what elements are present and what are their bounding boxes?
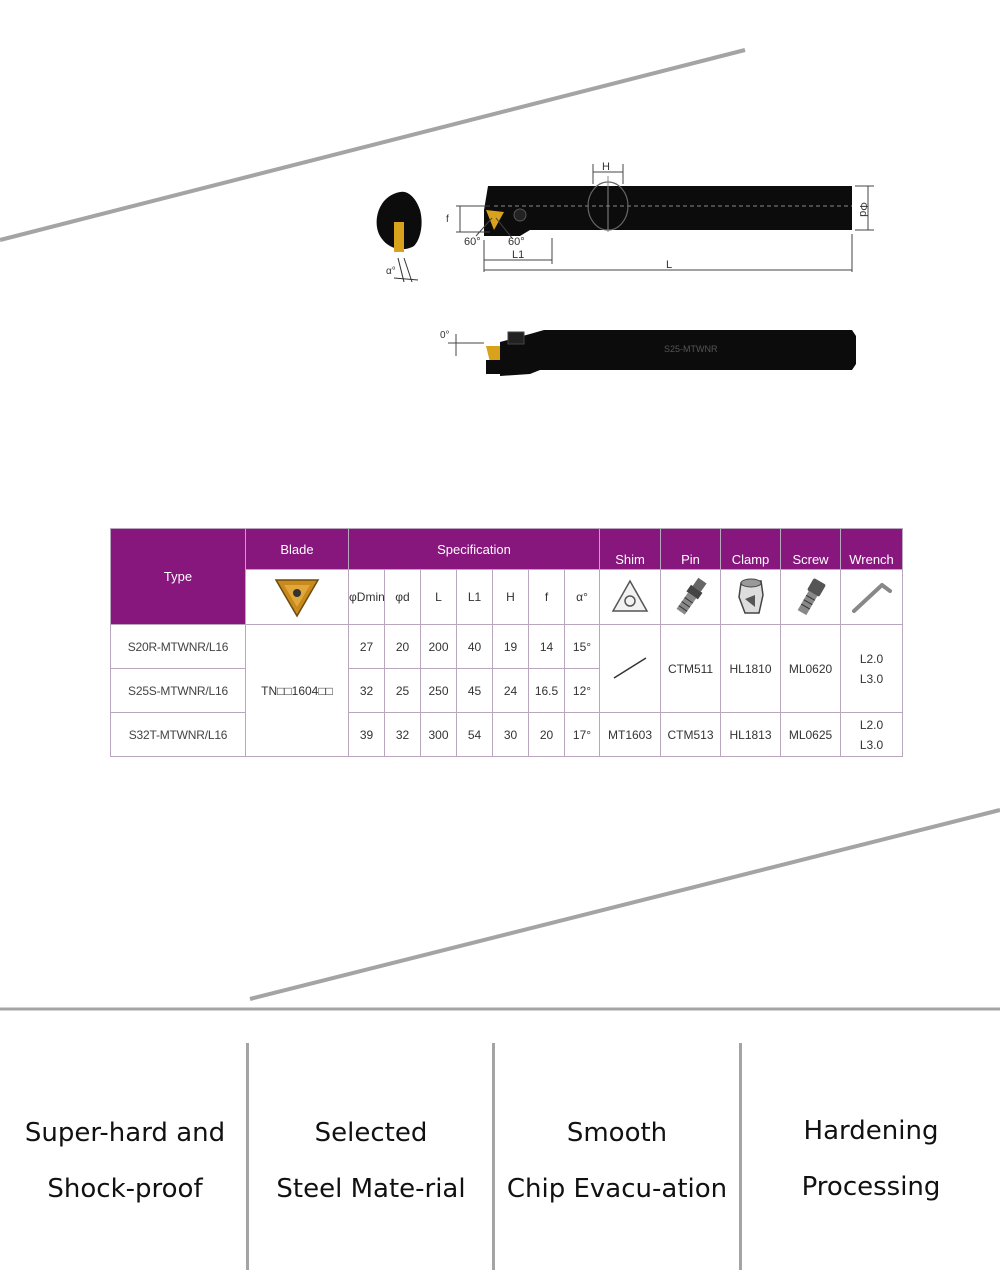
clamp-icon-cell: [721, 570, 781, 625]
zero-angle-label: 0°: [440, 330, 450, 341]
wrench-size: L2.0: [859, 651, 884, 666]
spec-col-1: φd: [385, 570, 421, 625]
feature-super-hard: [0, 1040, 250, 1270]
type-header: Type: [111, 529, 246, 625]
cell: 20: [385, 625, 421, 669]
spec-col-5: f: [529, 570, 565, 625]
pin-group1: CTM511: [661, 625, 721, 713]
feature-line1: Super-hard and: [24, 1118, 226, 1148]
cell: 32: [349, 669, 385, 713]
clamp-group1: HL1810: [721, 625, 781, 713]
cell: 16.5: [529, 669, 565, 713]
cell: 32: [385, 713, 421, 757]
dim-H-label: H: [602, 161, 610, 173]
triangle-insert-icon: [272, 574, 322, 620]
spec-col-4: H: [493, 570, 529, 625]
blade-icon-cell: [246, 570, 349, 625]
feature-chip-evacuation: [495, 1040, 739, 1270]
slash-mark: [610, 652, 650, 682]
row-type: S25S-MTWNR/L16: [111, 669, 246, 713]
cell: 54: [457, 713, 493, 757]
clamp-group2: HL1813: [721, 713, 781, 757]
wrench-icon: [848, 577, 896, 617]
wrench-size: L3.0: [859, 737, 884, 752]
cell: 15°: [565, 625, 600, 669]
cell: 39: [349, 713, 385, 757]
dim-L-label: L: [666, 259, 673, 271]
blade-header: Blade: [246, 529, 349, 570]
cell: 200: [421, 625, 457, 669]
insert-side-view: [486, 346, 500, 362]
clamp-header: Clamp: [721, 529, 781, 570]
clamp-icon: [731, 575, 771, 619]
pin-header: Pin: [661, 529, 721, 570]
dim-phi-d-label: Φd: [857, 202, 869, 217]
diagonal-line-bottom: [250, 810, 1000, 999]
feature-line2: Steel Mate-rial: [276, 1174, 466, 1204]
wrench-header: Wrench: [841, 529, 903, 570]
cell: 20: [529, 713, 565, 757]
table-row: [111, 713, 903, 757]
cell: 24: [493, 669, 529, 713]
cell: 45: [457, 669, 493, 713]
top-view: [446, 161, 874, 272]
shim-icon: [610, 577, 650, 617]
alpha-label: α°: [386, 266, 396, 277]
shim-group2: MT1603: [600, 713, 661, 757]
feature-strip: [0, 1040, 1000, 1270]
cell: 30: [493, 713, 529, 757]
pin-group2: CTM513: [661, 713, 721, 757]
shim-none-cell: [600, 625, 661, 713]
screw-icon: [791, 575, 831, 619]
cell: 25: [385, 669, 421, 713]
feature-line2: Processing: [801, 1172, 941, 1202]
row-type: S20R-MTWNR/L16: [111, 625, 246, 669]
wrench-size: L3.0: [859, 671, 884, 686]
blade-code: TN□□1604□□: [246, 625, 349, 757]
shim-header: Shim: [600, 529, 661, 570]
feature-steel-material: [250, 1040, 492, 1270]
dim-L1-label: L1: [512, 249, 525, 261]
table-row: [111, 625, 903, 669]
end-view-insert: [394, 222, 404, 252]
shim-icon-cell: [600, 570, 661, 625]
screw-header: Screw: [781, 529, 841, 570]
pin-icon-cell: [661, 570, 721, 625]
cell: 19: [493, 625, 529, 669]
spec-col-2: L: [421, 570, 457, 625]
wrench-icon-cell: [841, 570, 903, 625]
wrench-size: L2.0: [859, 717, 884, 732]
spec-col-0: φDmin: [349, 570, 385, 625]
feature-line1: Selected: [314, 1118, 428, 1148]
wrench-group2: [841, 713, 903, 757]
feature-line1: Hardening: [803, 1116, 939, 1146]
screw-group2: ML0625: [781, 713, 841, 757]
cell: 14: [529, 625, 565, 669]
spec-table: [110, 528, 903, 757]
spec-col-6: α°: [565, 570, 600, 625]
screw-icon-cell: [781, 570, 841, 625]
row-type: S32T-MTWNR/L16: [111, 713, 246, 757]
bar-marking: S25-MTWNR: [664, 344, 718, 354]
screw-group1: ML0620: [781, 625, 841, 713]
side-view: [440, 330, 856, 376]
pin-icon: [671, 575, 711, 619]
specification-header: Specification: [349, 529, 600, 570]
cell: 250: [421, 669, 457, 713]
wrench-group1: [841, 625, 903, 713]
cell: 300: [421, 713, 457, 757]
cell: 27: [349, 625, 385, 669]
spec-col-3: L1: [457, 570, 493, 625]
feature-line1: Smooth: [566, 1118, 668, 1148]
end-view: [377, 192, 422, 282]
dim-f-label: f: [446, 214, 449, 225]
feature-line2: Shock-proof: [47, 1174, 203, 1204]
cell: 17°: [565, 713, 600, 757]
angle-left-label: 60°: [464, 236, 481, 248]
angle-right-label: 60°: [508, 236, 525, 248]
tool-drawing: [0, 0, 1000, 420]
cell: 40: [457, 625, 493, 669]
feature-hardening: [742, 1040, 1000, 1270]
feature-line2: Chip Evacu-ation: [506, 1174, 728, 1204]
cell: 12°: [565, 669, 600, 713]
